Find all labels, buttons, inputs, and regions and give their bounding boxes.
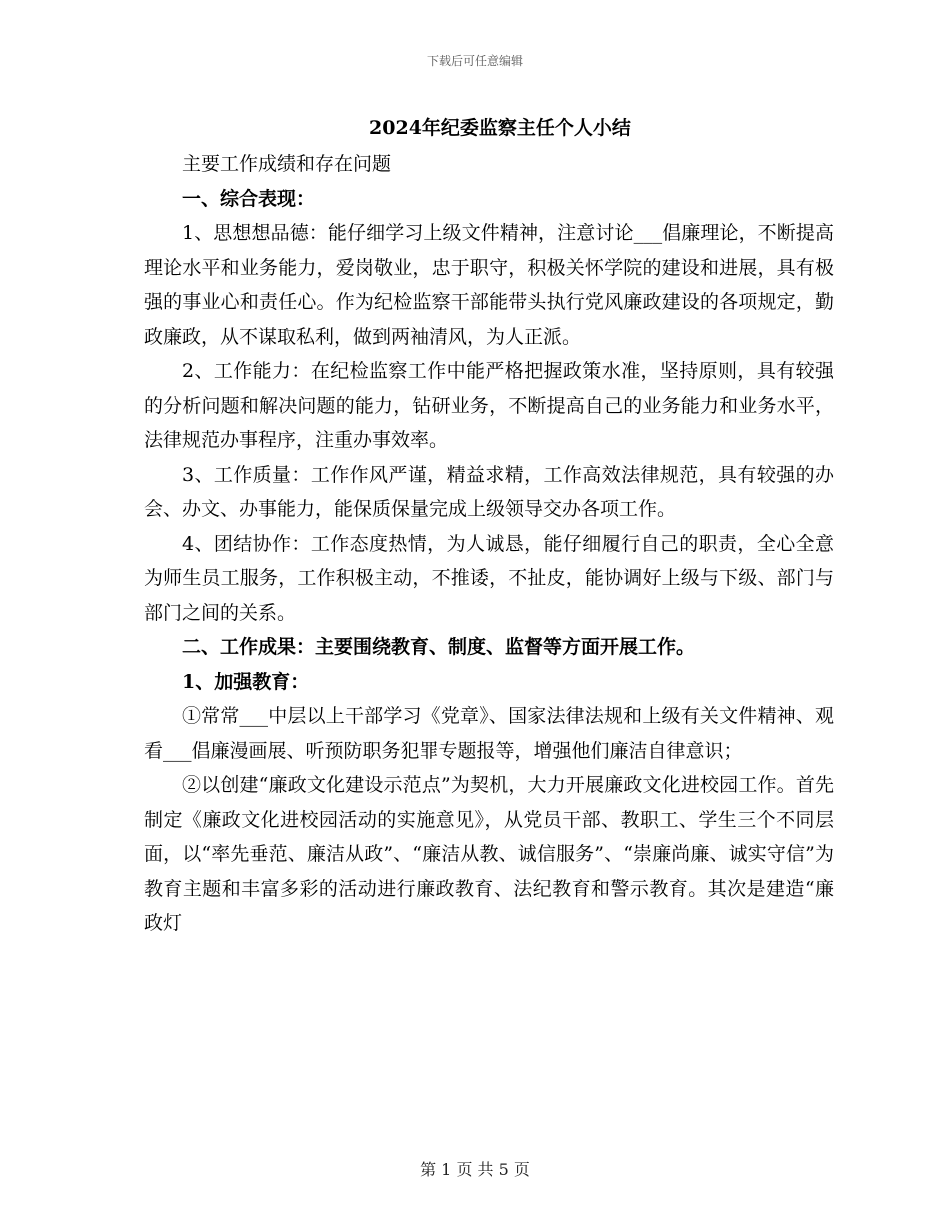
page-header-note: 下载后可任意编辑 <box>426 54 523 68</box>
document-body <box>144 147 834 941</box>
paragraph-education-item-1: ①常常___中层以上干部学习《党章》、国家法律法规和上级有关文件精神、观看___倡廉漫画展、听预防职务犯罪专题报等，增强他们廉洁自律意识； <box>144 705 834 762</box>
section-intro: 主要工作成绩和存在问题 <box>182 153 392 175</box>
paragraph-teamwork: 4、团结协作：工作态度热情，为人诚恳，能仔细履行自己的职责，全心全意为师生员工服务，工作积极主动，不推诿，不扯皮，能协调好上级与下级、部门与部门之间的关系。 <box>144 532 834 624</box>
page-number: 第 1 页 共 5 页 <box>420 1160 530 1179</box>
heading-strengthen-education: 1、加强教育： <box>182 670 310 693</box>
heading-work-results: 二、工作成果：主要围绕教育、制度、监督等方面开展工作。 <box>182 636 696 658</box>
paragraph-ideology: 1、思想想品德：能仔细学习上级文件精神，注意讨论___倡廉理论，不断提高理论水平和业务能力，爱岗敬业，忠于职守，积极关怀学院的建设和进展，具有极强的事业心和责任心。作为纪检监察干部能带头执行党风廉政建设的各项规定，勤政廉政，从不谋取私利，做到两袖清风，为人正派。 <box>144 222 834 348</box>
heading-overall-performance: 一、综合表现： <box>182 187 316 210</box>
paragraph-work-ability: 2、工作能力：在纪检监察工作中能严格把握政策水准，坚持原则，具有较强的分析问题和解决问题的能力，钻研业务，不断提高自己的业务能力和业务水平，法律规范办事程序，注重办事效率。 <box>144 360 834 451</box>
document-title: 2024年纪委监察主任个人小结 <box>369 117 631 139</box>
paragraph-work-quality: 3、工作质量：工作作风严谨，精益求精，工作高效法律规范，具有较强的办会、办文、办事能力，能保质保量完成上级领导交办各项工作。 <box>144 463 834 520</box>
paragraph-education-item-2: ②以创建“廉政文化建设示范点”为契机，大力开展廉政文化进校园工作。首先制定《廉政文化进校园活动的实施意见》，从党员干部、教职工、学生三个不同层面，以“率先垂范、廉洁从政”、“廉洁从教、诚信服务”、“崇廉尚廉、诚实守信”为教育主题和丰富多彩的活动进行廉政教育、法纪教育和警示教育。其次是建造“廉政灯 <box>144 774 834 934</box>
